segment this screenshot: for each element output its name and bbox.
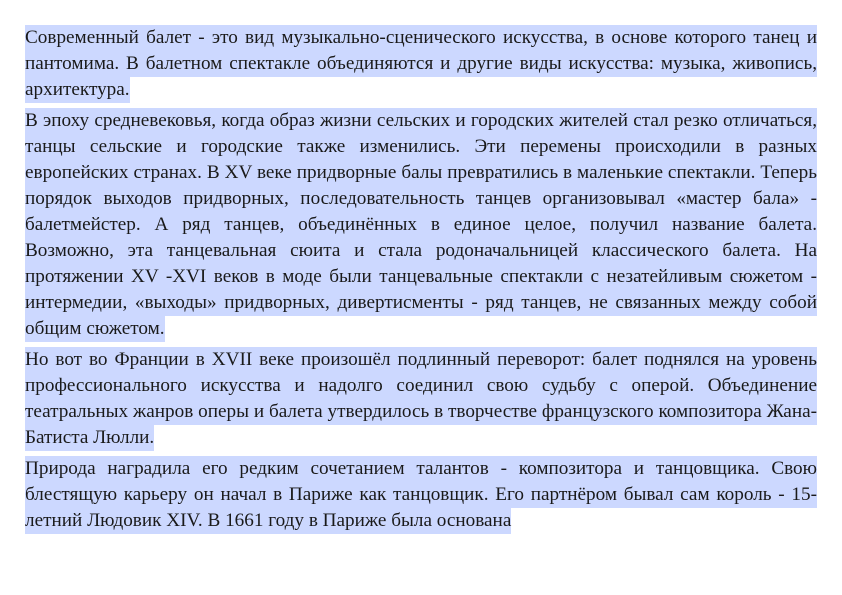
paragraph-middle-ages-text: В эпоху средневековья, когда образ жизни сельских и городских жителей стал резко отличаться, танцы сельские и городские также изменились. Эти перемены происходили в разных европейских странах. В XV веке придворные балы превратились в маленькие спектакли. Теперь порядок выходов придворных, последовательность танцев организовывал «мастер бала» - балетмейстер. А ряд танцев, объединённых в единое целое, получил название балета. Возможно, эта танцевальная сюита и стала родоначальницей классического балета. На протяжении XV -XVI веков в моде были танцевальные спектакли с незатейливым сюжетом - интермедии, «выходы» придворных, дивертисменты - ряд танцев, не связанных между собой общим сюжетом. bbox=[25, 108, 817, 342]
paragraph-intro bbox=[25, 25, 817, 103]
paragraph-france-text: Но вот во Франции в XVII веке произошёл подлинный переворот: балет поднялся на уровень профессионального искусства и надолго соединил свою судьбу с оперой. Объединение театральных жанров оперы и балета утвердилось в творчестве французского композитора Жана-Батиста Люлли. bbox=[25, 347, 817, 451]
paragraph-lully-text: Природа наградила его редким сочетанием талантов - композитора и танцовщика. Свою блестящую карьеру он начал в Париже как танцовщик. Его партнёром бывал сам король - 15-летний Людовик XIV. В 1661 году в Париже была основана bbox=[25, 456, 817, 534]
paragraph-intro-text: Современный балет - это вид музыкально-сценического искусства, в основе которого танец и пантомима. В балетном спектакле объединяются и другие виды искусства: музыка, живопись, архитектура. bbox=[25, 25, 817, 103]
paragraph-france bbox=[25, 347, 817, 451]
paragraph-lully bbox=[25, 456, 817, 534]
paragraph-middle-ages bbox=[25, 108, 817, 342]
document-page bbox=[25, 25, 817, 539]
